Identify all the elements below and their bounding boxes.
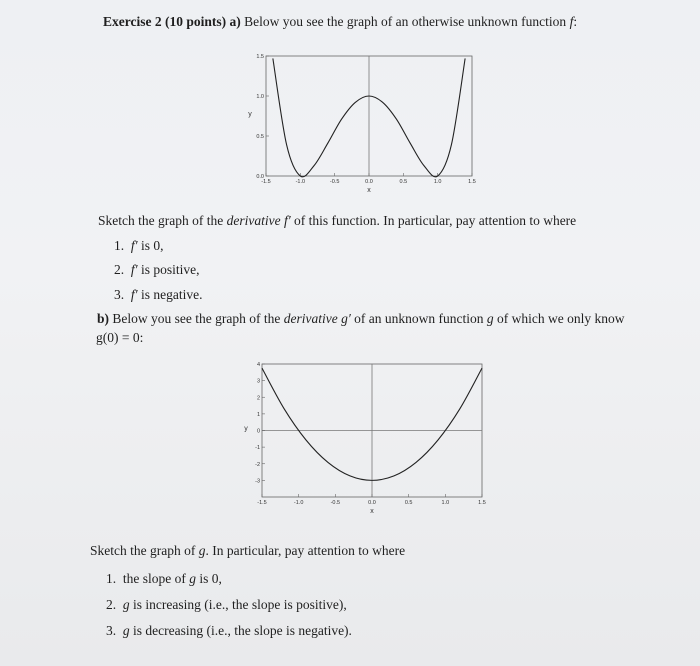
points-label: (10 points) bbox=[164, 14, 227, 29]
item-fn: f′ bbox=[130, 238, 138, 253]
part-a-lead: a) bbox=[229, 14, 241, 29]
item-text: is increasing (i.e., the slope is positive), bbox=[133, 597, 347, 612]
item-g: g bbox=[189, 571, 196, 586]
item-text: is decreasing (i.e., the slope is negative). bbox=[133, 623, 352, 638]
part-b-post: of which we only know bbox=[497, 311, 625, 326]
item-fn: f′ bbox=[130, 262, 138, 277]
y-tick-label: -2 bbox=[255, 461, 260, 468]
y-tick-label: 4 bbox=[256, 362, 260, 368]
list-item bbox=[114, 238, 163, 254]
x-tick-label: 0.5 bbox=[404, 500, 413, 506]
list-item bbox=[106, 571, 222, 587]
item-g: g bbox=[122, 623, 130, 638]
sketch-b-post: . In particular, pay attention to where bbox=[205, 543, 406, 558]
sketch-b-pre: Sketch the graph of bbox=[90, 543, 196, 558]
sketch-a-pre: Sketch the graph of the bbox=[98, 213, 224, 228]
list-item bbox=[114, 287, 202, 303]
x-tick-label: -1.0 bbox=[293, 500, 304, 506]
plot-g-prime bbox=[232, 360, 494, 520]
part-a-fn: f bbox=[569, 14, 574, 29]
exercise-label: Exercise 2 bbox=[103, 14, 162, 29]
part-b-intro bbox=[97, 311, 625, 327]
item-pre: the slope of bbox=[122, 571, 186, 586]
y-tick-label: 1 bbox=[256, 411, 260, 418]
y-tick-label: -3 bbox=[255, 478, 260, 485]
x-tick-label: -1.5 bbox=[257, 500, 267, 506]
x-tick-label: 1.5 bbox=[468, 179, 476, 185]
sketch-b-g: g bbox=[198, 543, 206, 558]
list-item bbox=[106, 597, 347, 613]
item-number: 1. bbox=[114, 238, 125, 253]
item-fn: f′ bbox=[130, 287, 138, 302]
x-tick-label: 1.0 bbox=[433, 179, 442, 185]
item-text: is 0, bbox=[140, 238, 164, 253]
y-tick-label: 2 bbox=[256, 395, 260, 402]
x-tick-label: 1.5 bbox=[478, 500, 486, 506]
x-tick-label: -0.5 bbox=[329, 179, 340, 185]
y-tick-label: 0.0 bbox=[256, 174, 264, 180]
x-axis-label: x bbox=[367, 187, 371, 192]
item-number: 3. bbox=[114, 287, 125, 302]
item-number: 1. bbox=[106, 571, 117, 586]
part-b-lead: b) bbox=[97, 311, 110, 326]
x-tick-label: -1.0 bbox=[295, 179, 306, 185]
y-tick-label: -1 bbox=[255, 445, 260, 452]
x-tick-label: 0.0 bbox=[365, 179, 373, 185]
part-a-text: Below you see the graph of an otherwise unknown function bbox=[244, 14, 567, 29]
sketch-a-post: of this function. In particular, pay attention to where bbox=[294, 213, 577, 228]
part-b-condition: g(0) = 0: bbox=[96, 330, 144, 345]
plot-f bbox=[240, 52, 480, 192]
x-tick-label: 0.5 bbox=[399, 179, 408, 185]
x-tick-label: -1.5 bbox=[261, 179, 271, 185]
item-number: 3. bbox=[106, 623, 117, 638]
exercise-title bbox=[103, 14, 577, 30]
item-number: 2. bbox=[106, 597, 117, 612]
part-b-mid: of an unknown function bbox=[354, 311, 484, 326]
y-tick-label: 0 bbox=[256, 428, 260, 435]
part-a-colon: : bbox=[573, 14, 578, 29]
list-item bbox=[106, 623, 352, 639]
sketch-a-fn: f′ bbox=[283, 213, 291, 228]
x-tick-label: -0.5 bbox=[330, 500, 341, 506]
item-g: g bbox=[122, 597, 130, 612]
item-text: is negative. bbox=[140, 287, 203, 302]
sketch-a-deriv: derivative bbox=[226, 213, 281, 228]
part-a-sketch bbox=[98, 213, 576, 229]
item-number: 2. bbox=[114, 262, 125, 277]
part-b-fn: g′ bbox=[341, 311, 351, 326]
part-b-deriv: derivative bbox=[283, 311, 338, 326]
list-item bbox=[114, 262, 199, 278]
part-b-pre: Below you see the graph of the bbox=[112, 311, 281, 326]
x-tick-label: 0.0 bbox=[368, 500, 376, 506]
y-tick-label: 3 bbox=[256, 378, 260, 385]
item-text: is positive, bbox=[140, 262, 200, 277]
x-tick-label: 1.0 bbox=[441, 500, 450, 506]
y-tick-label: 0.5 bbox=[256, 134, 264, 140]
y-tick-label: 1.0 bbox=[256, 94, 264, 100]
item-text: is 0, bbox=[199, 571, 222, 586]
x-axis-label: x bbox=[370, 508, 374, 515]
y-tick-label: 1.5 bbox=[256, 54, 264, 60]
y-axis-label: y bbox=[244, 425, 248, 433]
part-b-sketch bbox=[90, 543, 405, 559]
y-axis-label: y bbox=[248, 111, 252, 118]
part-b-g: g bbox=[486, 311, 494, 326]
